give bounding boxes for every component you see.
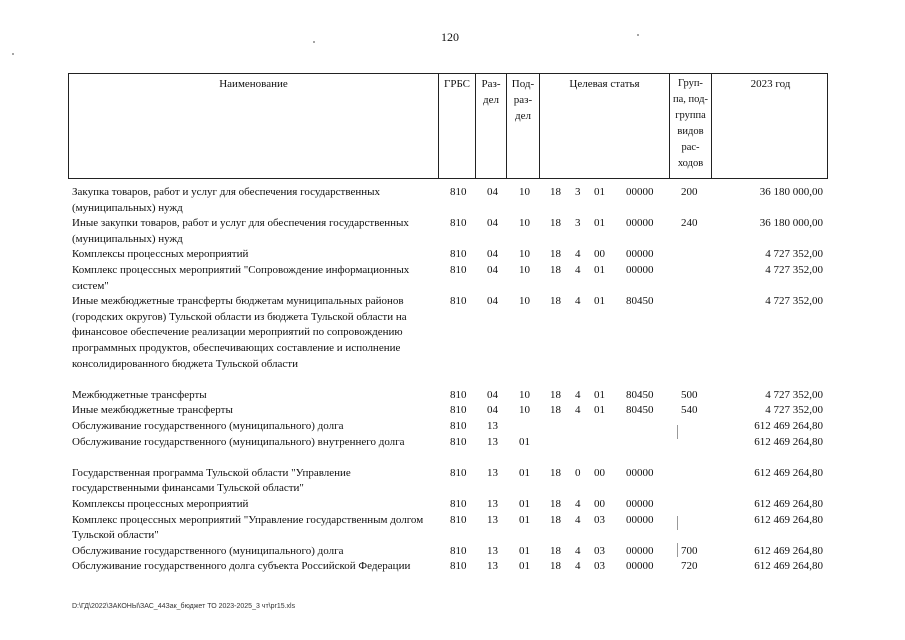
header-podrazdel: Под- раз- дел	[507, 74, 540, 178]
row-target-type: 4	[575, 497, 581, 510]
row-name: Обслуживание государственного (муниципального) внутреннего долга	[72, 435, 405, 448]
row-amount: 4 727 352,00	[765, 388, 823, 401]
row-podrazdel: 10	[519, 263, 530, 276]
row-amount: 612 469 264,80	[754, 435, 823, 448]
row-target-type: 0	[575, 466, 581, 479]
row-target-type: 4	[575, 513, 581, 526]
row-target-program: 18	[550, 248, 561, 261]
row-target-program: 18	[550, 544, 561, 557]
row-target-program: 18	[550, 186, 561, 198]
row-name: Иные закупки товаров, работ и услуг для обеспечения государственных (муниципальных) нужд	[72, 217, 409, 245]
row-name: Закупка товаров, работ и услуг для обеспечения государственных (муниципальных) нужд	[72, 186, 381, 214]
scan-mark	[677, 543, 678, 557]
row-target-program: 18	[550, 295, 561, 308]
header-year: 2023 год	[750, 78, 791, 90]
row-razdel: 04	[487, 388, 498, 401]
row-target-direction: 00000	[626, 248, 654, 261]
row-amount: 4 727 352,00	[765, 404, 823, 417]
row-target-program: 18	[550, 497, 561, 510]
table-row	[72, 263, 832, 294]
row-amount: 4 727 352,00	[765, 295, 823, 308]
row-grbs: 810	[450, 419, 467, 432]
row-podrazdel: 01	[519, 466, 530, 479]
row-podrazdel: 01	[519, 497, 530, 510]
table-row	[72, 388, 832, 404]
page-number: 120	[441, 30, 459, 44]
row-expense-group: 700	[681, 544, 698, 557]
row-podrazdel: 01	[519, 544, 530, 557]
row-podrazdel: 01	[519, 560, 530, 573]
row-grbs: 810	[450, 497, 467, 510]
row-target-program: 18	[550, 217, 561, 230]
table-row	[72, 544, 832, 560]
row-razdel: 13	[487, 466, 498, 479]
scan-speck	[12, 53, 14, 55]
row-razdel: 04	[487, 295, 498, 308]
row-target-type: 3	[575, 217, 581, 230]
row-expense-group: 540	[681, 404, 698, 417]
row-razdel: 04	[487, 217, 498, 230]
row-target-subitem: 01	[594, 186, 605, 198]
scan-mark	[677, 516, 678, 530]
row-target-direction: 00000	[626, 513, 654, 526]
row-grbs: 810	[450, 217, 467, 230]
scan-speck	[313, 41, 315, 43]
row-target-direction: 80450	[626, 295, 654, 308]
row-target-program: 18	[550, 560, 561, 573]
row-target-subitem: 03	[594, 560, 605, 573]
row-expense-group: 500	[681, 388, 698, 401]
table-body	[72, 185, 832, 590]
row-target-direction: 00000	[626, 217, 654, 230]
row-grbs: 810	[450, 544, 467, 557]
table-row	[72, 247, 832, 263]
row-grbs: 810	[450, 404, 467, 417]
row-amount: 612 469 264,80	[754, 466, 823, 479]
table-row	[72, 559, 832, 590]
row-razdel: 04	[487, 263, 498, 276]
row-target-direction: 00000	[626, 466, 654, 479]
row-target-type: 4	[575, 248, 581, 261]
row-target-type: 4	[575, 263, 581, 276]
row-target-direction: 00000	[626, 263, 654, 276]
table-header	[68, 73, 828, 179]
row-razdel: 04	[487, 404, 498, 417]
row-grbs: 810	[450, 295, 467, 308]
row-target-subitem: 00	[594, 466, 605, 479]
row-target-type: 4	[575, 560, 581, 573]
row-razdel: 13	[487, 544, 498, 557]
row-target-subitem: 03	[594, 544, 605, 557]
row-grbs: 810	[450, 186, 467, 198]
row-target-program: 18	[550, 466, 561, 479]
row-razdel: 04	[487, 186, 498, 198]
table-row	[72, 497, 832, 513]
table-row	[72, 294, 832, 388]
row-name: Обслуживание государственного долга субъекта Российской Федерации	[72, 560, 411, 573]
row-target-subitem: 01	[594, 388, 605, 401]
row-grbs: 810	[450, 466, 467, 479]
row-amount: 612 469 264,80	[754, 560, 823, 573]
row-podrazdel: 10	[519, 217, 530, 230]
row-name: Комплексы процессных мероприятий	[72, 248, 249, 261]
row-target-subitem: 01	[594, 217, 605, 230]
row-podrazdel: 10	[519, 186, 530, 198]
row-podrazdel: 10	[519, 295, 530, 308]
row-amount: 36 180 000,00	[759, 217, 823, 230]
row-razdel: 13	[487, 513, 498, 526]
row-amount: 612 469 264,80	[754, 419, 823, 432]
row-target-program: 18	[550, 404, 561, 417]
row-podrazdel: 01	[519, 513, 530, 526]
row-name: Иные межбюджетные трансферты бюджетам муниципальных районов (городских округов) Тульской области из бюджета Тульской области на финансовое обеспечение реализации мероприятий по сопровождению программных продуктов, обеспечивающих составление и исполнение консолидированного бюджета Тульской области	[72, 295, 407, 370]
row-razdel: 13	[487, 560, 498, 573]
row-amount: 36 180 000,00	[759, 186, 823, 198]
row-amount: 4 727 352,00	[765, 248, 823, 261]
row-podrazdel: 10	[519, 248, 530, 261]
row-razdel: 04	[487, 248, 498, 261]
row-name: Комплекс процессных мероприятий "Управление государственным долгом Тульской области"	[72, 513, 424, 542]
row-target-subitem: 00	[594, 497, 605, 510]
row-target-type: 3	[575, 186, 581, 198]
row-target-type: 4	[575, 404, 581, 417]
row-expense-group: 200	[681, 186, 698, 198]
row-razdel: 13	[487, 419, 498, 432]
row-grbs: 810	[450, 435, 467, 448]
row-expense-group: 240	[681, 217, 698, 230]
row-target-program: 18	[550, 513, 561, 526]
row-name: Государственная программа Тульской области "Управление государственными финансами Тульской области"	[72, 466, 351, 495]
file-path: D:\ГД\2022\ЗАКОНЫ\ЗАС_44Зак_бюджет ТО 2023-2025_3 чт\pr15.xls	[72, 603, 296, 610]
row-target-direction: 80450	[626, 388, 654, 401]
scan-speck	[637, 34, 639, 36]
row-podrazdel: 10	[519, 388, 530, 401]
row-target-program: 18	[550, 263, 561, 276]
row-target-subitem: 01	[594, 295, 605, 308]
row-name: Обслуживание государственного (муниципального) долга	[72, 419, 344, 432]
row-podrazdel: 01	[519, 435, 530, 448]
row-grbs: 810	[450, 560, 467, 573]
row-grbs: 810	[450, 513, 467, 526]
row-target-direction: 00000	[626, 544, 654, 557]
row-target-type: 4	[575, 388, 581, 401]
table-row	[72, 435, 832, 466]
row-target-direction: 80450	[626, 404, 654, 417]
table-row	[72, 466, 832, 497]
table-row	[72, 513, 832, 544]
header-target: Целевая статья	[540, 74, 670, 178]
header-grbs: ГРБС	[439, 74, 476, 178]
row-amount: 4 727 352,00	[765, 263, 823, 276]
row-target-subitem: 01	[594, 263, 605, 276]
header-group: Груп- па, под- группа видов рас- ходов	[670, 74, 712, 178]
row-target-type: 4	[575, 544, 581, 557]
row-target-direction: 00000	[626, 497, 654, 510]
row-name: Комплексы процессных мероприятий	[72, 497, 249, 510]
row-target-subitem: 01	[594, 404, 605, 417]
row-target-direction: 00000	[626, 560, 654, 573]
scan-mark	[677, 425, 678, 439]
row-grbs: 810	[450, 388, 467, 401]
row-amount: 612 469 264,80	[754, 497, 823, 510]
row-target-subitem: 00	[594, 248, 605, 261]
row-razdel: 13	[487, 497, 498, 510]
table-row	[72, 419, 832, 435]
table-row	[72, 185, 832, 216]
row-amount: 612 469 264,80	[754, 513, 823, 526]
table-row	[72, 403, 832, 419]
row-name: Комплекс процессных мероприятий "Сопровождение информационных систем"	[72, 263, 410, 292]
row-name: Обслуживание государственного (муниципального) долга	[72, 544, 344, 557]
row-grbs: 810	[450, 248, 467, 261]
row-target-direction: 00000	[626, 186, 654, 198]
row-amount: 612 469 264,80	[754, 544, 823, 557]
row-podrazdel: 10	[519, 404, 530, 417]
row-expense-group: 720	[681, 560, 698, 573]
row-grbs: 810	[450, 263, 467, 276]
row-name: Межбюджетные трансферты	[72, 388, 207, 401]
table-row	[72, 216, 832, 247]
row-name: Иные межбюджетные трансферты	[72, 404, 233, 417]
row-razdel: 13	[487, 435, 498, 448]
row-target-program: 18	[550, 388, 561, 401]
row-target-type: 4	[575, 295, 581, 308]
row-target-subitem: 03	[594, 513, 605, 526]
header-name: Наименование	[69, 74, 439, 178]
header-razdel: Раз- дел	[476, 74, 507, 178]
